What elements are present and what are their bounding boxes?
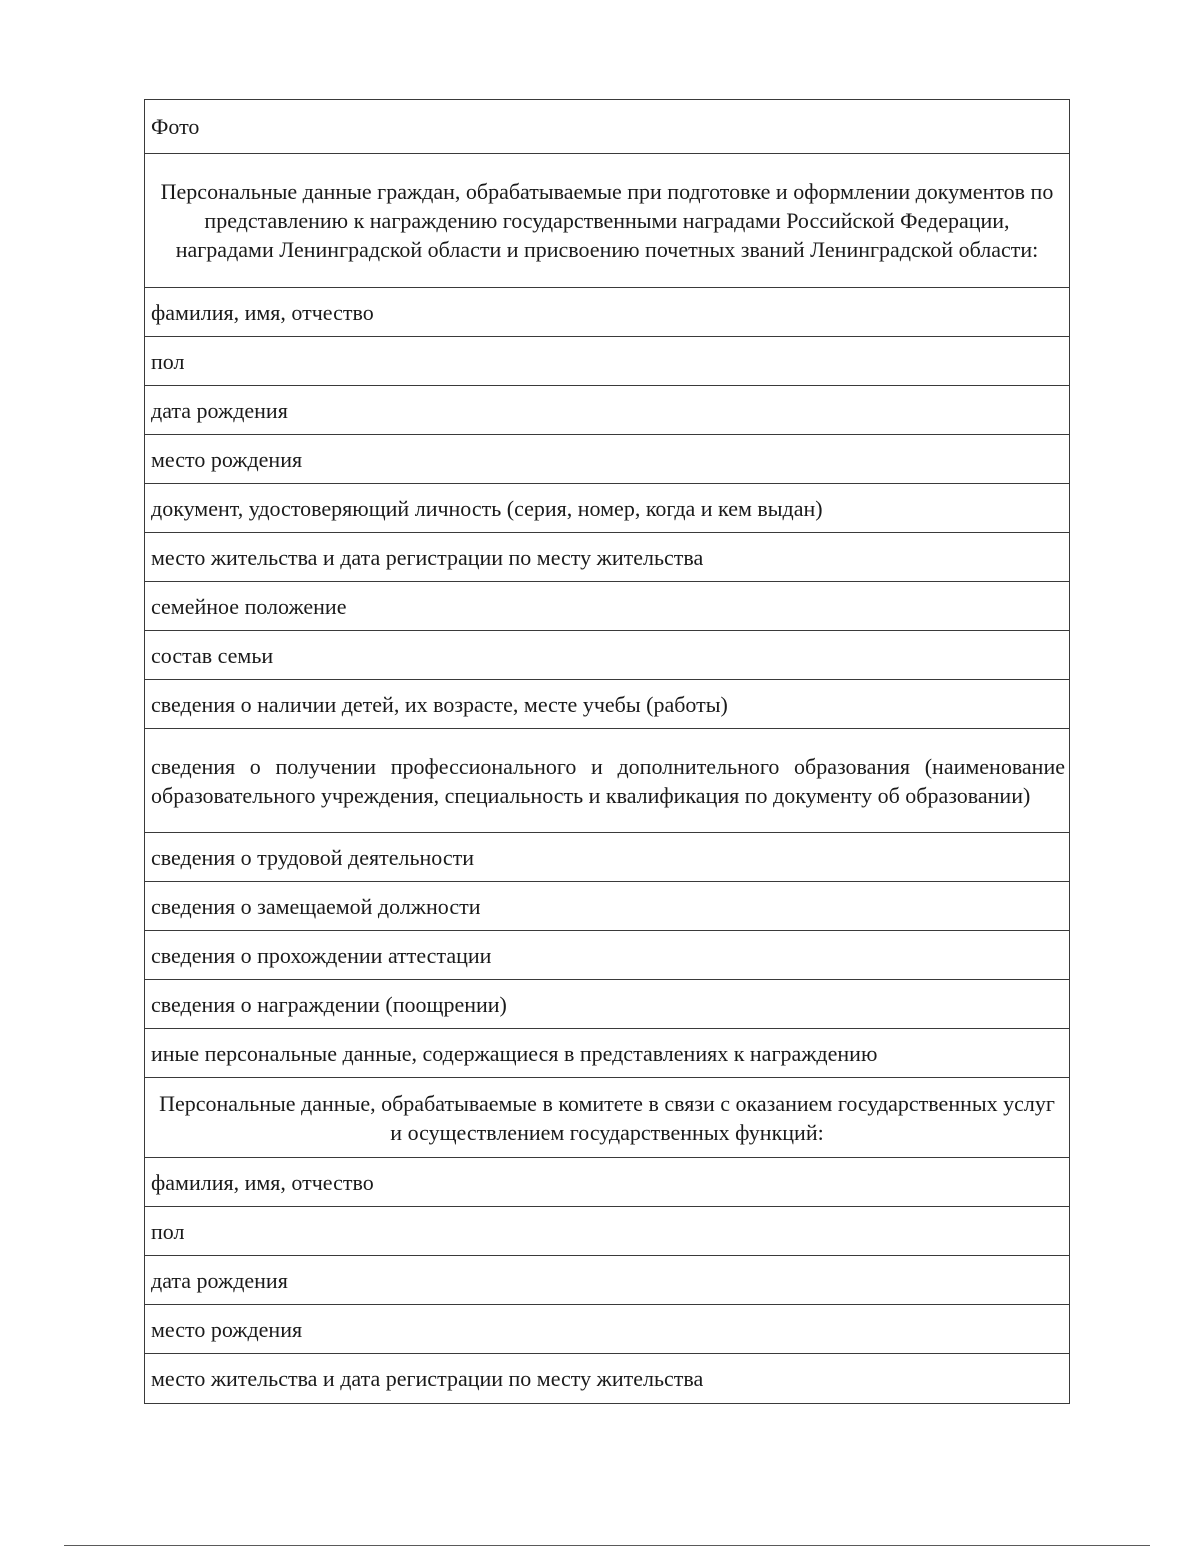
table-row xyxy=(145,484,1069,533)
table-row xyxy=(145,582,1069,631)
page-bottom-divider xyxy=(64,1545,1150,1546)
table-row xyxy=(145,833,1069,882)
table-row xyxy=(145,337,1069,386)
row-text: семейное положение xyxy=(151,593,347,619)
table-row xyxy=(145,680,1069,729)
row-text: сведения о замещаемой должности xyxy=(151,893,481,919)
photo-label: Фото xyxy=(151,114,200,139)
table-row xyxy=(145,1256,1069,1305)
row-text: иные персональные данные, содержащиеся в представлениях к награждению xyxy=(151,1040,878,1066)
table-row xyxy=(145,729,1069,833)
row-text: место жительства и дата регистрации по месту жительства xyxy=(151,1366,704,1391)
table-row xyxy=(145,882,1069,931)
personal-data-table xyxy=(144,99,1070,1404)
table-row xyxy=(145,980,1069,1029)
table-row xyxy=(145,1305,1069,1354)
row-text: фамилия, имя, отчество xyxy=(151,1169,374,1195)
row-text: дата рождения xyxy=(151,1267,288,1293)
row-text: пол xyxy=(151,348,185,374)
table-row xyxy=(145,1158,1069,1207)
table-row xyxy=(145,1354,1069,1403)
table-row xyxy=(145,288,1069,337)
row-text: документ, удостоверяющий личность (серия, номер, когда и кем выдан) xyxy=(151,495,823,521)
row-text: сведения о наличии детей, их возрасте, месте учебы (работы) xyxy=(151,691,728,717)
section-1-heading: Персональные данные граждан, обрабатываемые при подготовке и оформлении документов по представлению к награждению государственными наградами Российской Федерации, наградами Ленинградской области и присвоению почетных званий Ленинградской области: xyxy=(145,154,1069,288)
row-text: состав семьи xyxy=(151,642,274,668)
row-text: место рождения xyxy=(151,446,303,472)
table-row xyxy=(145,931,1069,980)
table-row xyxy=(145,1029,1069,1078)
table-row xyxy=(145,386,1069,435)
table-row xyxy=(145,1207,1069,1256)
table-row xyxy=(145,533,1069,582)
row-text: сведения о прохождении аттестации xyxy=(151,942,492,968)
table-row xyxy=(145,435,1069,484)
row-text: сведения о получении профессионального и дополнительного образования (наименование образовательного учреждения, специальность и квалификация по документу об образовании) xyxy=(151,753,1065,808)
row-text: дата рождения xyxy=(151,397,288,423)
row-text: место рождения xyxy=(151,1316,303,1342)
photo-row xyxy=(145,100,1069,154)
section-2-heading: Персональные данные, обрабатываемые в комитете в связи с оказанием государственных услуг и осуществлением государственных функций: xyxy=(145,1078,1069,1158)
row-text: пол xyxy=(151,1218,185,1244)
row-text: место жительства и дата регистрации по месту жительства xyxy=(151,544,704,570)
row-text: фамилия, имя, отчество xyxy=(151,299,374,325)
row-text: сведения о трудовой деятельности xyxy=(151,844,474,870)
row-text: сведения о награждении (поощрении) xyxy=(151,991,507,1017)
table-row xyxy=(145,631,1069,680)
